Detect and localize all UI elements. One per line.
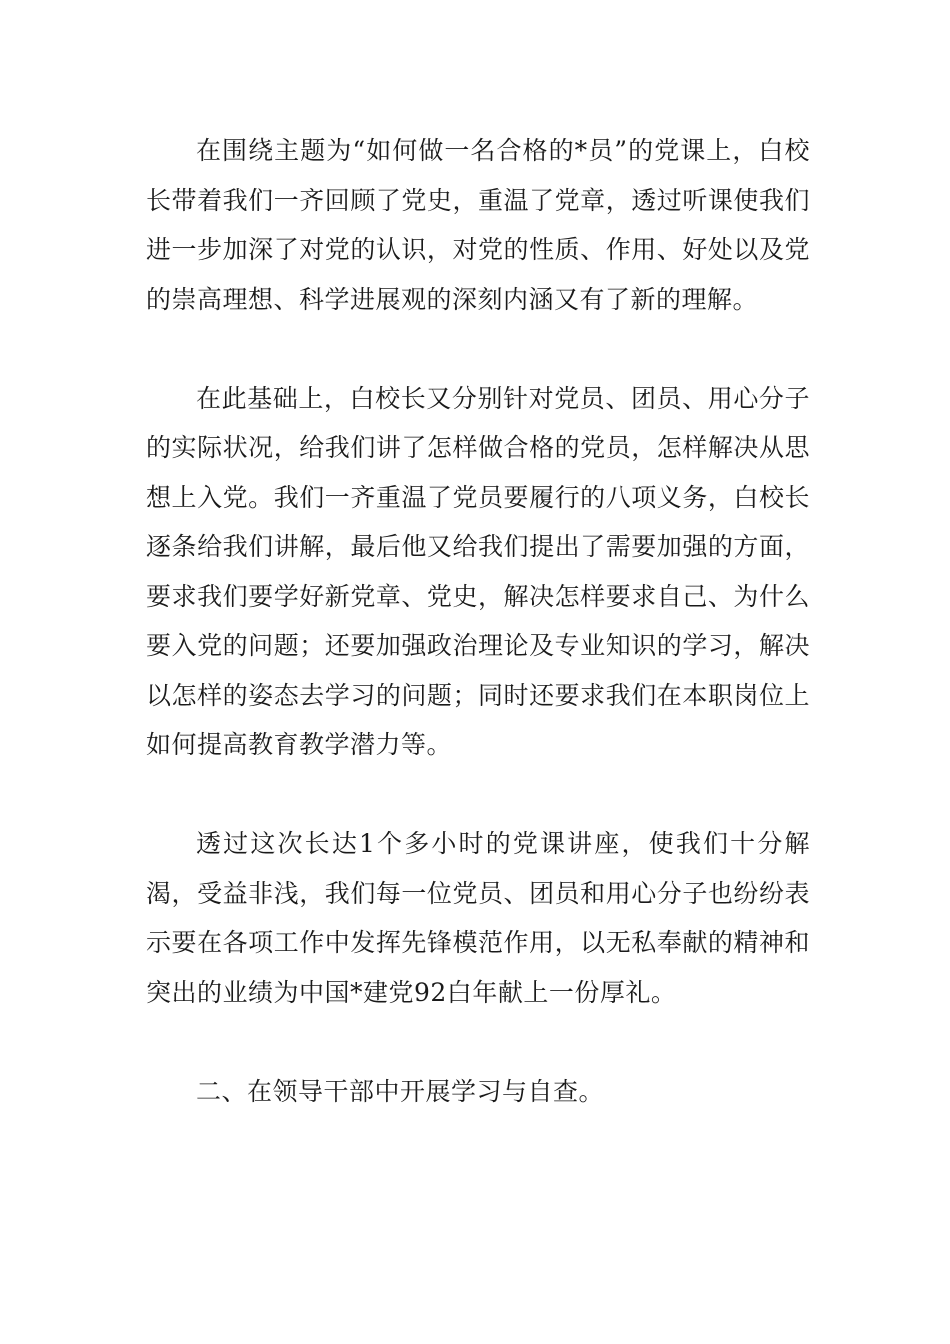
paragraph-spacer bbox=[146, 324, 810, 374]
document-body bbox=[146, 126, 810, 1116]
section-heading-leaders-study: 二、在领导干部中开展学习与自查。 bbox=[196, 1076, 605, 1106]
paragraph-lecture-outcome: 透过这次长达1个多小时的党课讲座，使我们十分解渴，受益非浅，我们每一位党员、团员和用心分子也纷纷表示要在各项工作中发挥先锋模范作用，以无私奉献的精神和突出的业绩为中国*建党92白年献上一份厚礼。 bbox=[146, 829, 810, 1007]
paragraph-spacer bbox=[146, 1017, 810, 1067]
paragraph-spacer bbox=[146, 770, 810, 820]
paragraph-party-lesson-review: 在围绕主题为“如何做一名合格的*员”的党课上，白校长带着我们一齐回顾了党史，重温了党章，透过听课使我们进一步加深了对党的认识，对党的性质、作用、好处以及党的崇高理想、科学进展观的深刻内涵又有了新的理解。 bbox=[146, 136, 810, 314]
paragraph-qualified-member: 在此基础上，白校长又分别针对党员、团员、用心分子的实际状况，给我们讲了怎样做合格的党员，怎样解决从思想上入党。我们一齐重温了党员要履行的八项义务，白校长逐条给我们讲解，最后他又给我们提出了需要加强的方面，要求我们要学好新党章、党史，解决怎样要求自己、为什么要入党的问题；还要加强政治理论及专业知识的学习，解决以怎样的姿态去学习的问题；同时还要求我们在本职岗位上如何提高教育教学潜力等。 bbox=[146, 383, 810, 759]
